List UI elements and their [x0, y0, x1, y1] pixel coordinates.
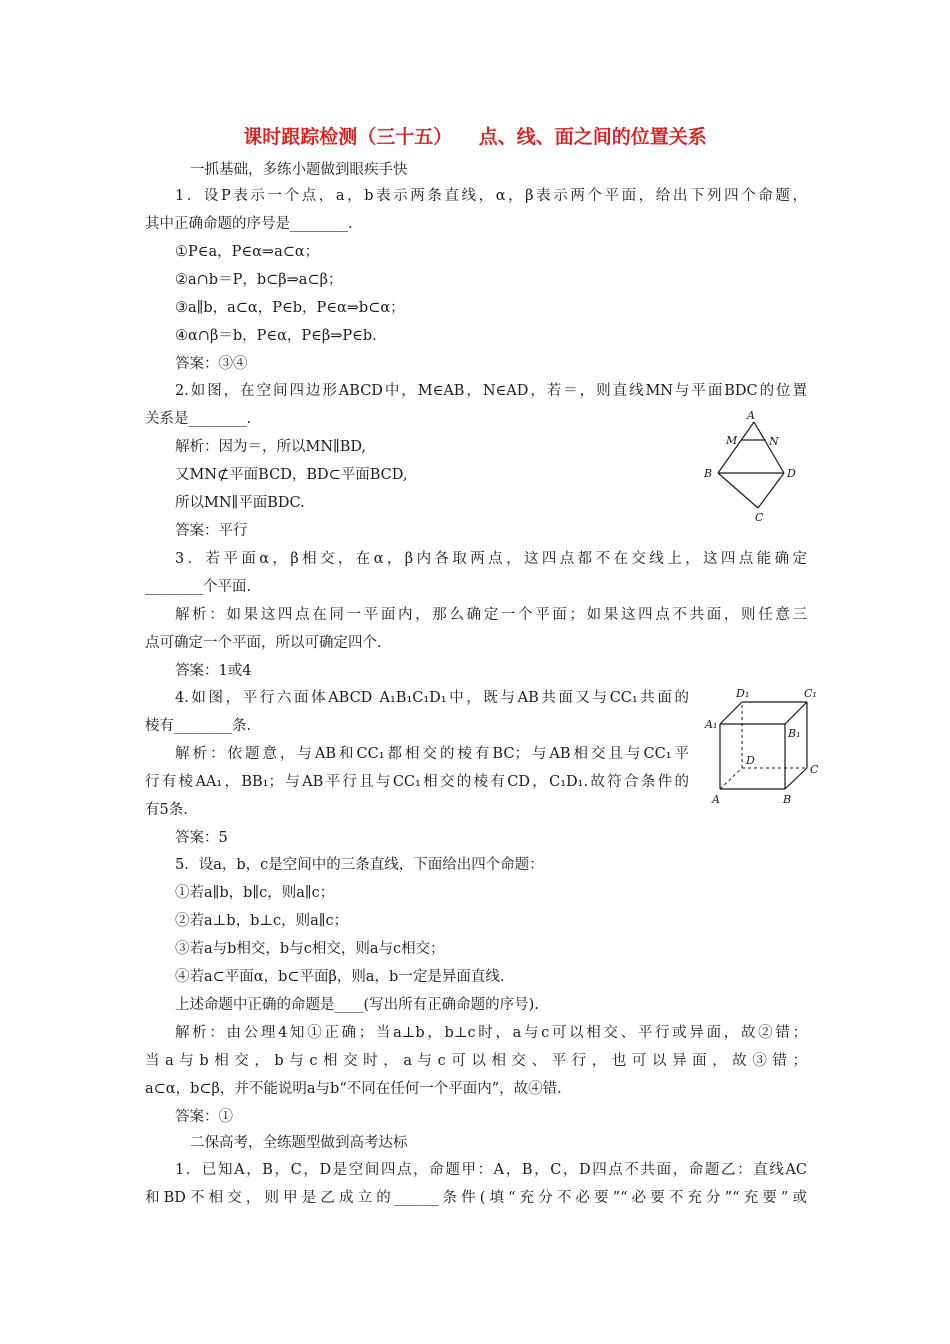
q1-option-1: ①P∈a，P∈α⇒a⊂α； — [175, 244, 320, 260]
label-a1: A₁ — [705, 718, 718, 731]
label-d: D — [746, 754, 755, 767]
edge-a1-d1 — [720, 702, 742, 724]
quadrilateral-figure — [700, 408, 810, 526]
edge-b-c — [785, 768, 807, 789]
label-b: B — [704, 467, 713, 480]
edge-b1-c1 — [785, 702, 807, 724]
edge-ab — [718, 422, 754, 473]
label-c1: C₁ — [804, 687, 817, 700]
q2-solution-line2: 又MN⊄平面BCD，BD⊂平面BCD, — [175, 467, 408, 483]
q2-answer: 答案：平行 — [175, 523, 248, 539]
q5-option-2: ②若a⊥b，b⊥c，则a∥c； — [175, 913, 349, 929]
q4-solution-line1: 解析：依题意，与AB和CC₁都相交的棱有BC；与AB相交且与CC₁平 — [175, 746, 689, 762]
label-b1: B₁ — [788, 727, 801, 740]
label-c: C — [755, 511, 764, 524]
q2-solution-line3: 所以MN∥平面BDC. — [175, 495, 305, 511]
q5-prompt: 上述命题中正确的命题是____(写出所有正确命题的序号). — [175, 997, 539, 1013]
q3-solution-line1: 解析：如果这四点在同一平面内，那么确定一个平面；如果这四点不共面，则任意三 — [175, 607, 807, 623]
q5-option-1: ①若a∥b，b∥c，则a∥c； — [175, 885, 335, 901]
q1-answer: 答案：③④ — [175, 356, 248, 372]
edge-dc — [758, 473, 784, 508]
q3-stem-line2: ________个平面. — [145, 579, 252, 595]
hidden-edge-a-d — [720, 768, 742, 789]
q4-solution-line2: 行有棱AA₁，BB₁；与AB平行且与CC₁相交的棱有CD，C₁D₁.故符合条件的 — [145, 774, 689, 790]
label-n: N — [769, 435, 779, 448]
section-heading-exam: 二保高考，全练题型做到高考达标 — [190, 1135, 408, 1151]
q5-solution-line2: 当a与b相交，b与c相交时，a与c可以相交、平行，也可以异面，故③错； — [145, 1053, 807, 1069]
q5-option-3: ③若a与b相交，b与c相交，则a与c相交； — [175, 941, 445, 957]
exam-q1-line2: 和BD不相交，则甲是乙成立的______条件(填“充分不必要”“必要不充分”“充要”或 — [145, 1190, 807, 1206]
q2-solution-line1: 解析：因为＝，所以MN∥BD, — [175, 439, 367, 455]
q2-stem-line2: 关系是________. — [145, 411, 252, 427]
label-a: A — [747, 409, 755, 422]
q1-stem-line2: 其中正确命题的序号是________. — [145, 216, 353, 232]
q1-option-2: ②a∩b＝P，b⊂β⇒a⊂β； — [175, 272, 343, 288]
q3-solution-line2: 点可确定一个平面，所以可确定四个. — [145, 635, 382, 651]
q5-option-4: ④若a⊂平面α，b⊂平面β，则a，b一定是异面直线. — [175, 969, 505, 985]
parallelepiped-figure — [700, 684, 830, 810]
label-m: M — [726, 434, 738, 447]
label-c: C — [810, 763, 819, 776]
q1-option-4: ④α∩β＝b，P∈α，P∈β⇒P∈b. — [175, 328, 377, 344]
q5-answer: 答案：① — [175, 1109, 233, 1125]
page-title: 课时跟踪检测（三十五） 点、线、面之间的位置关系 — [243, 126, 707, 148]
exam-q1-line1: 1．已知A，B，C，D是空间四点，命题甲：A，B，C，D四点不共面，命题乙：直线AC — [175, 1162, 807, 1178]
q5-solution-line3: a⊂α，b⊂β，并不能说明a与b“不同在任何一个平面内”，故④错. — [145, 1081, 562, 1097]
q4-solution-line3: 有5条. — [145, 802, 188, 818]
q1-stem-line1: 1．设P表示一个点，a，b表示两条直线，α，β表示两个平面，给出下列四个命题， — [175, 188, 807, 204]
q5-solution-line1: 解析：由公理4知①正确；当a⊥b，b⊥c时，a与c可以相交、平行或异面，故②错； — [175, 1025, 807, 1041]
label-d1: D₁ — [736, 687, 750, 700]
edge-bc — [718, 473, 758, 508]
section-heading-basics: 一抓基础，多练小题做到眼疾手快 — [190, 162, 408, 178]
q1-option-3: ③a∥b，a⊂α，P∈b，P∈α⇒b⊂α； — [175, 300, 405, 316]
q5-stem: 5．设a，b，c是空间中的三条直线，下面给出四个命题： — [175, 857, 544, 873]
q3-answer: 答案：1或4 — [175, 663, 252, 679]
q4-answer: 答案：5 — [175, 830, 228, 846]
q4-stem-line2: 棱有________条. — [145, 718, 252, 734]
label-b: B — [783, 793, 792, 806]
label-a: A — [712, 793, 720, 806]
q3-stem-line1: 3．若平面α，β相交，在α，β内各取两点，这四点都不在交线上，这四点能确定 — [175, 551, 807, 567]
label-d: D — [787, 467, 796, 480]
q4-stem-line1: 4.如图，平行六面体ABCD A₁B₁C₁D₁中，既与AB共面又与CC₁共面的 — [175, 690, 689, 706]
q2-stem-line1: 2.如图，在空间四边形ABCD中，M∈AB，N∈AD，若＝，则直线MN与平面BDC的位置 — [175, 383, 807, 399]
